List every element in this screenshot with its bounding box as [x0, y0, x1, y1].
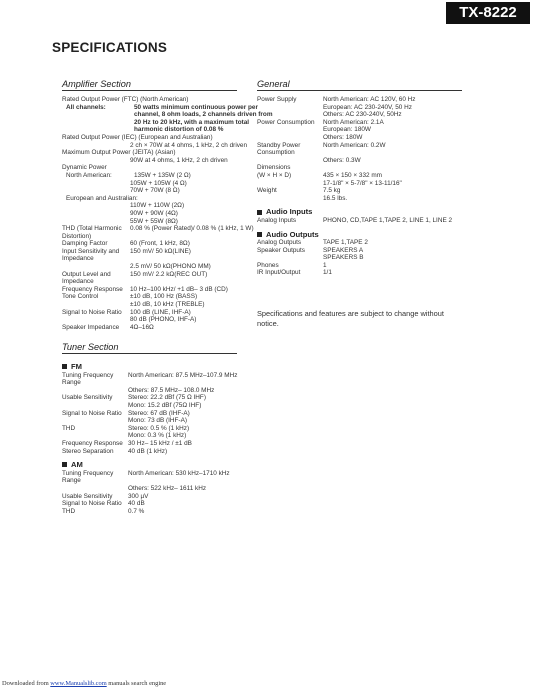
model-badge: TX-8222 [446, 2, 530, 24]
spec-row [62, 493, 274, 501]
spec-row [257, 247, 467, 255]
spec-row [257, 119, 467, 127]
spec-value: PHONO, CD,TAPE 1,TAPE 2, LINE 1, LINE 2 [323, 216, 453, 224]
spec-row [62, 432, 274, 440]
spec-label: Signal to Noise Ratio [62, 409, 122, 417]
spec-row [62, 202, 274, 210]
spec-row [62, 96, 274, 104]
spec-value: ±10 dB, 10 kHz (TREBLE) [130, 301, 205, 309]
spec-row [257, 217, 467, 225]
spec-value: 80 dB (PHONO, IHF-A) [130, 316, 197, 324]
spec-label: Phones [257, 261, 279, 269]
spec-row [257, 195, 467, 203]
spec-label: Power Consumption [257, 118, 315, 126]
spec-row [62, 372, 274, 387]
spec-label: Tone Control [62, 293, 99, 301]
spec-label: THD [62, 507, 76, 515]
spec-row [62, 309, 274, 317]
tuner-spec-list [62, 357, 274, 515]
spec-value: Stereo: 67 dB (IHF-A) [128, 409, 190, 417]
spec-row [62, 218, 274, 226]
spec-label [257, 254, 323, 262]
spec-label: (W × H × D) [257, 171, 292, 179]
spec-row [62, 149, 274, 157]
spec-label [62, 202, 130, 210]
spec-row [62, 440, 274, 448]
audio-inputs-subsection [257, 208, 467, 216]
spec-label [62, 218, 130, 226]
spec-label [62, 187, 130, 195]
spec-value: 40 dB [128, 500, 145, 508]
spec-row [62, 187, 274, 195]
spec-value: European: 180W [323, 126, 371, 134]
spec-label [62, 210, 130, 218]
general-section-heading: General [257, 79, 462, 91]
spec-label [257, 111, 323, 119]
spec-row [62, 402, 274, 410]
spec-row [62, 470, 274, 485]
spec-value: 1 [323, 261, 327, 269]
spec-row [62, 301, 274, 309]
spec-row [62, 293, 274, 301]
spec-row [62, 324, 274, 332]
audio-outputs-subsection-label: Audio Outputs [266, 229, 319, 239]
spec-value: North American: 530 kHz–1710 kHz [128, 469, 230, 477]
spec-value: Mono: 15.2 dBf (75Ω IHF) [128, 401, 202, 409]
spec-value: SPEAKERS A [323, 246, 364, 254]
audio-inputs-subsection-label: Audio Inputs [266, 207, 313, 217]
spec-value: 10 Hz–100 kHz/ +1 dB– 3 dB (CD) [130, 285, 228, 293]
spec-value: 0.08 % (Power Rated)/ 0.08 % (1 kHz, 1 W) [130, 225, 254, 233]
spec-value: ±10 dB, 100 Hz (BASS) [130, 293, 198, 301]
spec-value: 55W + 55W (8Ω) [130, 217, 178, 225]
spec-value: 135W + 135W (2 Ω) [134, 171, 191, 179]
spec-row [62, 508, 274, 516]
spec-row [257, 142, 467, 157]
am-subsection [62, 461, 274, 469]
am-subsection-label: AM [71, 460, 83, 470]
spec-label: Tuning Frequency Range [62, 371, 114, 387]
spec-row [62, 164, 274, 172]
spec-value: Others: 87.5 MHz– 108.0 MHz [128, 386, 215, 394]
footer-suffix: manuals search engine [106, 680, 167, 687]
spec-value: North American: AC 120V, 60 Hz [323, 96, 416, 103]
spec-label: Tuning Frequency Range [62, 469, 114, 485]
spec-label: Signal to Noise Ratio [62, 500, 122, 508]
spec-label [62, 301, 130, 309]
spec-label: Weight [257, 187, 277, 195]
spec-row [257, 96, 467, 104]
spec-label [62, 263, 130, 271]
spec-value: 0.7 % [128, 507, 145, 515]
specification-notice: Specifications and features are subject to change without notice. [257, 309, 444, 328]
spec-value: SPEAKERS B [323, 254, 364, 262]
spec-value: 435 × 150 × 332 mm [323, 171, 382, 179]
spec-row [257, 172, 467, 180]
spec-row [257, 239, 467, 247]
spec-label [257, 104, 323, 112]
spec-value: North American: 2.1A [323, 118, 384, 126]
spec-row [62, 286, 274, 294]
spec-row [62, 210, 274, 218]
spec-label: Frequency Response [62, 285, 123, 293]
spec-row [62, 157, 274, 165]
spec-row [257, 262, 467, 270]
spec-row [62, 417, 274, 425]
spec-row [62, 425, 274, 433]
fm-subsection [62, 363, 274, 371]
spec-label: Input Sensitivity and Impedance [62, 247, 120, 263]
spec-value: Mono: 0.3 % (1 kHz) [128, 432, 187, 440]
spec-value: Mono: 73 dB (IHF-A) [128, 417, 187, 425]
spec-row [62, 271, 274, 286]
square-bullet-icon [257, 232, 262, 237]
spec-label: European and Australian: [66, 194, 138, 202]
spec-value: 150 mV/ 50 kΩ(LINE) [130, 247, 191, 255]
spec-row [257, 111, 467, 119]
spec-label: THD (Total Harmonic Distortion) [62, 225, 122, 240]
spec-row [257, 164, 467, 172]
spec-row [257, 134, 467, 142]
spec-value: European: AC 230-240V, 50 Hz [323, 103, 412, 111]
spec-label: IR Input/Output [257, 269, 301, 277]
spec-label: Output Level and Impedance [62, 270, 111, 286]
spec-label [62, 387, 128, 395]
spec-label [257, 157, 323, 165]
spec-value: 4Ω–16Ω [130, 323, 154, 331]
amplifier-section-heading: Amplifier Section [62, 79, 237, 91]
page-title: SPECIFICATIONS [52, 40, 168, 55]
spec-label: Maximum Output Power (JEITA) (Asian) [62, 149, 176, 157]
download-footer [2, 680, 166, 687]
spec-label: Dynamic Power [62, 164, 107, 172]
spec-row [62, 104, 274, 134]
spec-label: Usable Sensitivity [62, 394, 113, 402]
spec-value: Stereo: 0.5 % (1 kHz) [128, 424, 190, 432]
fm-subsection-label: FM [71, 362, 82, 371]
spec-value: 60 (Front, 1 kHz, 8Ω) [130, 240, 190, 248]
footer-prefix: Downloaded from [2, 680, 49, 687]
spec-row [62, 248, 274, 263]
spec-value: 50 watts minimum continuous power per channel, 8 ohm loads, 2 channels driven from 20 Hz to 20 kHz, with a maximum total harmonic distortion of 0.08 % [134, 103, 273, 134]
spec-value [323, 164, 467, 172]
amplifier-spec-list [62, 96, 274, 331]
spec-label: Speaker Outputs [257, 246, 305, 254]
spec-value: Others: 0.3W [323, 156, 361, 164]
spec-value: Others: AC 230-240V, 50Hz [323, 111, 402, 119]
spec-value: 110W + 110W (2Ω) [130, 202, 185, 210]
spec-row [62, 394, 274, 402]
spec-value: 30 Hz– 15 kHz / ±1 dB [128, 439, 192, 447]
spec-label: Damping Factor [62, 240, 108, 248]
spec-label: Stereo Separation [62, 447, 114, 455]
spec-row [62, 485, 274, 493]
spec-label: THD [62, 424, 76, 432]
spec-label [62, 402, 128, 410]
spec-value: Others: 522 kHz– 1611 kHz [128, 484, 207, 492]
spec-row [62, 134, 274, 142]
spec-row [62, 240, 274, 248]
spec-row [62, 500, 274, 508]
footer-link[interactable]: www.Manualslib.com [50, 680, 107, 687]
square-bullet-icon [62, 364, 67, 369]
spec-value: 2 ch × 70W at 4 ohms, 1 kHz, 2 ch driven [130, 141, 248, 149]
spec-label: Speaker Impedance [62, 323, 120, 331]
square-bullet-icon [62, 462, 67, 467]
spec-row [257, 104, 467, 112]
spec-value: 1/1 [323, 269, 332, 277]
spec-label [257, 180, 323, 188]
spec-row [62, 387, 274, 395]
spec-value: 7.5 kg [323, 187, 341, 195]
spec-label [257, 126, 323, 134]
spec-value: 16.5 lbs. [323, 194, 348, 202]
spec-value: 40 dB (1 kHz) [128, 447, 168, 455]
spec-label: Power Supply [257, 96, 297, 103]
spec-label [62, 180, 130, 188]
spec-label [62, 316, 130, 324]
spec-label [62, 417, 128, 425]
spec-label [62, 485, 128, 493]
spec-label: Signal to Noise Ratio [62, 308, 122, 316]
spec-row [62, 448, 274, 456]
spec-row [62, 195, 274, 203]
spec-label: Usable Sensitivity [62, 492, 113, 500]
spec-value: Others: 180W [323, 133, 363, 141]
spec-value: 105W + 105W (4 Ω) [130, 179, 187, 187]
spec-label [257, 134, 323, 142]
spec-value: 90W at 4 ohms, 1 kHz, 2 ch driven [130, 156, 228, 164]
spec-row [257, 157, 467, 165]
spec-row [62, 172, 274, 180]
spec-row [257, 126, 467, 134]
spec-label: Analog Outputs [257, 239, 302, 247]
spec-label: Rated Output Power (IEC) (European and Australian) [62, 133, 213, 141]
spec-label [62, 157, 130, 165]
spec-label: Standby Power Consumption [257, 141, 301, 157]
spec-value: TAPE 1,TAPE 2 [323, 239, 368, 247]
spec-row [257, 254, 467, 262]
spec-label [257, 195, 323, 203]
spec-row [62, 225, 274, 240]
spec-value: 90W + 90W (4Ω) [130, 209, 178, 217]
spec-value: North American: 0.2W [323, 141, 386, 149]
spec-row [62, 410, 274, 418]
spec-label [62, 142, 130, 150]
spec-label: Rated Output Power (FTC) (North American) [62, 96, 189, 103]
tuner-section-heading: Tuner Section [62, 342, 237, 354]
spec-row [257, 180, 467, 188]
spec-value: 150 mV/ 2.2 kΩ(REC OUT) [130, 270, 208, 278]
general-spec-list [257, 96, 467, 277]
spec-value: 70W + 70W (8 Ω) [130, 187, 180, 195]
audio-outputs-subsection [257, 231, 467, 239]
spec-value: North American: 87.5 MHz–107.9 MHz [128, 371, 238, 379]
spec-label: Frequency Response [62, 439, 123, 447]
spec-label: Dimensions [257, 164, 291, 172]
spec-row [257, 269, 467, 277]
spec-row [62, 263, 274, 271]
spec-value: 2.5 mV/ 50 kΩ(PHONO MM) [130, 263, 211, 271]
spec-row [62, 316, 274, 324]
spec-label: North American: [66, 171, 112, 179]
spec-row [62, 142, 274, 150]
spec-row [62, 180, 274, 188]
spec-label: Analog Inputs [257, 216, 297, 224]
spec-value: Stereo: 22.2 dBf (75 Ω IHF) [128, 394, 206, 402]
spec-value: 17-1/8" × 5-7/8" × 13-11/16" [323, 179, 402, 187]
square-bullet-icon [257, 210, 262, 215]
spec-value: 300 µV [128, 492, 149, 500]
spec-value: 100 dB (LINE, IHF-A) [130, 308, 191, 316]
spec-label: All channels: [66, 103, 106, 111]
spec-label [62, 432, 128, 440]
spec-value [130, 164, 274, 172]
spec-row [257, 187, 467, 195]
